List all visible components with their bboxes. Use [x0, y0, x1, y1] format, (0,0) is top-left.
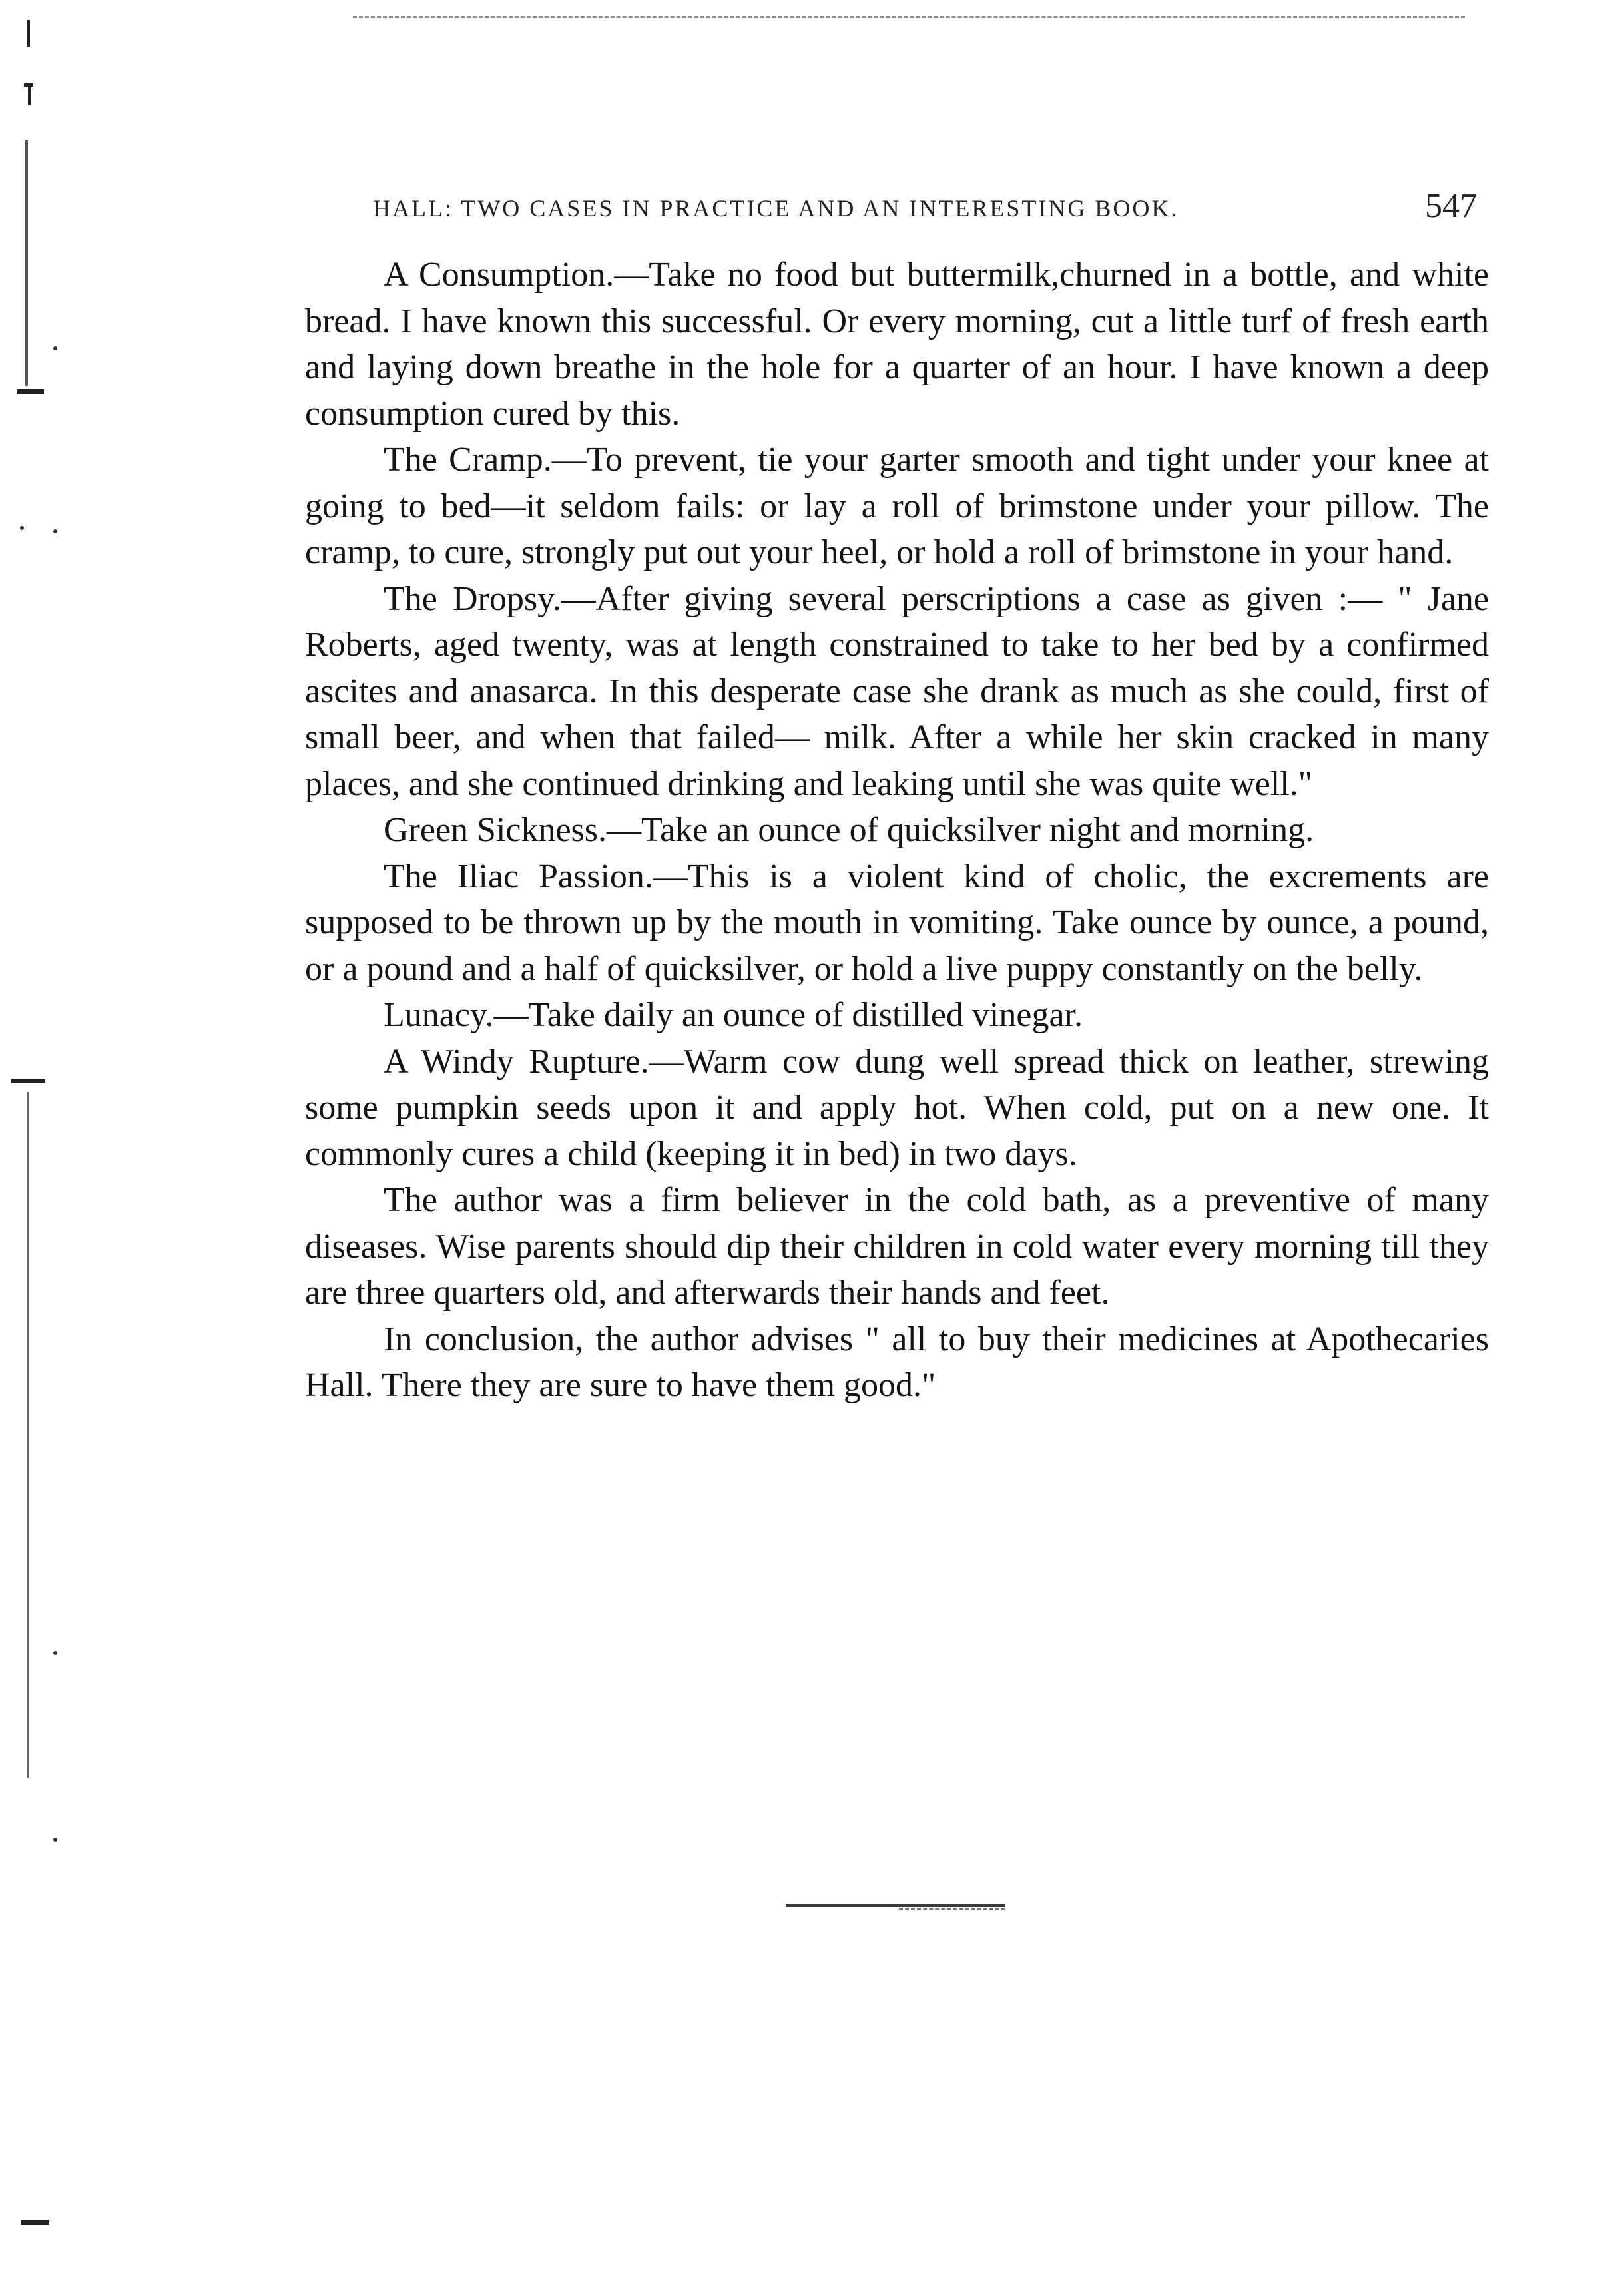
- closing-rule: [786, 1904, 1005, 1907]
- margin-artifacts: [0, 0, 73, 2277]
- paragraph-cramp: The Cramp.—To prevent, tie your garter smooth and tight under your knee at going to bed—it seldom fails: or lay a roll of brimstone under your pillow. The cramp, to cure, strongly put out your heel, or hold a roll of brimstone in your hand.: [305, 441, 1489, 571]
- paragraph-iliac-passion: The Iliac Passion.—This is a violent kind of cholic, the excrements are supposed to be thrown up by the mouth in vomiting. Take ounce by ounce, a pound, or a pound and a half of quicksilver, or hold a live puppy constantly on the belly.: [305, 857, 1489, 988]
- paragraph-lunacy: Lunacy.—Take daily an ounce of distilled vinegar.: [384, 996, 1083, 1034]
- paragraph-consumption: A Consumption.—Take no food but buttermilk,churned in a bottle, and white bread. I have known this successful. Or every morning, cut a little turf of fresh earth and laying down breathe in the hole for a quarter of an hour. I have known a deep consumption cured by this.: [305, 256, 1489, 433]
- running-title: HALL: TWO CASES IN PRACTICE AND AN INTERESTING BOOK.: [373, 195, 1179, 222]
- paragraph-green-sickness: Green Sickness.—Take an ounce of quicksilver night and morning.: [384, 811, 1314, 849]
- closing-rule-dashes: [899, 1908, 1005, 1910]
- page-number: 547: [1425, 187, 1477, 225]
- paragraph-dropsy: The Dropsy.—After giving several perscriptions a case as given :— " Jane Roberts, aged twenty, was at length constrained to take to her bed by a confirmed ascites and anasarca. In this desperate case she drank as much as she could, first of small beer, and when that failed— milk. After a while her skin cracked in many places, and she continued drinking and leaking until she was quite well.": [305, 579, 1489, 803]
- paragraph-windy-rupture: A Windy Rupture.—Warm cow dung well spread thick on leather, strewing some pumpkin seeds upon it and apply hot. When cold, put on a new one. It commonly cures a child (keeping it in bed) in two days.: [305, 1042, 1489, 1173]
- paragraph-conclusion: In conclusion, the author advises " all to buy their medicines at Apothecaries Hall. There they are sure to have them good.": [305, 1320, 1489, 1404]
- paragraph-cold-bath: The author was a firm believer in the cold bath, as a preventive of many diseases. Wise parents should dip their children in cold water every morning till they are three quarters old, and afterwards their hands and feet.: [305, 1181, 1489, 1312]
- top-rule: [353, 16, 1465, 18]
- page-header: [373, 186, 1491, 233]
- body-text: [305, 252, 1489, 1409]
